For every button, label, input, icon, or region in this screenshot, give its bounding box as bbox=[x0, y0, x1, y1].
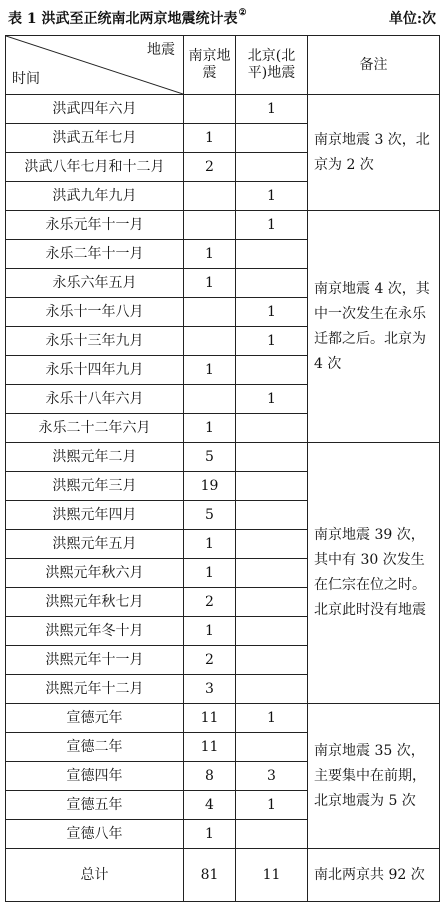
nanjing-count-cell: 2 bbox=[184, 153, 236, 182]
nanjing-count-cell: 8 bbox=[184, 762, 236, 791]
time-cell: 洪熙元年五月 bbox=[6, 530, 184, 559]
nanjing-count-cell: 1 bbox=[184, 530, 236, 559]
beijing-count-cell: 1 bbox=[236, 704, 308, 733]
table-row bbox=[6, 211, 440, 240]
footnote-marker: ② bbox=[238, 8, 247, 18]
nanjing-count-cell bbox=[184, 327, 236, 356]
beijing-count-cell: 1 bbox=[236, 211, 308, 240]
beijing-count-cell bbox=[236, 414, 308, 443]
nanjing-count-cell: 1 bbox=[184, 124, 236, 153]
beijing-count-cell bbox=[236, 733, 308, 762]
beijing-count-cell: 1 bbox=[236, 182, 308, 211]
nanjing-count-cell bbox=[184, 298, 236, 327]
time-cell: 永乐十四年九月 bbox=[6, 356, 184, 385]
time-cell: 永乐二十二年六月 bbox=[6, 414, 184, 443]
time-cell: 洪武九年九月 bbox=[6, 182, 184, 211]
time-cell: 洪熙元年冬十月 bbox=[6, 617, 184, 646]
total-nanjing-cell: 81 bbox=[184, 849, 236, 902]
time-cell: 宣德二年 bbox=[6, 733, 184, 762]
header-note: 备注 bbox=[308, 36, 440, 95]
nanjing-count-cell: 1 bbox=[184, 617, 236, 646]
nanjing-count-cell bbox=[184, 95, 236, 124]
beijing-count-cell bbox=[236, 269, 308, 298]
table-row bbox=[6, 704, 440, 733]
time-cell: 宣德五年 bbox=[6, 791, 184, 820]
beijing-count-cell: 1 bbox=[236, 95, 308, 124]
time-cell: 洪熙元年秋七月 bbox=[6, 588, 184, 617]
header-beijing: 北京(北平)地震 bbox=[236, 36, 308, 95]
header-earthquake: 地震 bbox=[147, 42, 175, 58]
table-caption bbox=[8, 6, 438, 28]
beijing-count-cell bbox=[236, 501, 308, 530]
nanjing-count-cell bbox=[184, 182, 236, 211]
unit-label: 单位:次 bbox=[388, 11, 436, 27]
beijing-count-cell bbox=[236, 356, 308, 385]
beijing-count-cell bbox=[236, 124, 308, 153]
beijing-count-cell: 3 bbox=[236, 762, 308, 791]
nanjing-count-cell: 1 bbox=[184, 414, 236, 443]
beijing-count-cell bbox=[236, 588, 308, 617]
nanjing-count-cell: 11 bbox=[184, 704, 236, 733]
earthquake-table bbox=[5, 35, 440, 902]
nanjing-count-cell: 1 bbox=[184, 820, 236, 849]
nanjing-count-cell: 5 bbox=[184, 443, 236, 472]
note-cell: 南京地震 3 次，北京为 2 次 bbox=[308, 95, 440, 211]
beijing-count-cell bbox=[236, 646, 308, 675]
time-cell: 宣德元年 bbox=[6, 704, 184, 733]
header-row bbox=[6, 36, 440, 95]
nanjing-count-cell bbox=[184, 211, 236, 240]
beijing-count-cell bbox=[236, 443, 308, 472]
beijing-count-cell bbox=[236, 820, 308, 849]
nanjing-count-cell: 1 bbox=[184, 559, 236, 588]
time-cell: 洪武四年六月 bbox=[6, 95, 184, 124]
note-cell: 南京地震 4 次，其中一次发生在永乐迁都之后。北京为 4 次 bbox=[308, 211, 440, 443]
nanjing-count-cell bbox=[184, 385, 236, 414]
beijing-count-cell bbox=[236, 240, 308, 269]
time-cell: 永乐十八年六月 bbox=[6, 385, 184, 414]
time-cell: 洪武八年七月和十二月 bbox=[6, 153, 184, 182]
beijing-count-cell: 1 bbox=[236, 385, 308, 414]
nanjing-count-cell: 1 bbox=[184, 356, 236, 385]
time-cell: 洪武五年七月 bbox=[6, 124, 184, 153]
nanjing-count-cell: 19 bbox=[184, 472, 236, 501]
time-cell: 永乐十一年八月 bbox=[6, 298, 184, 327]
time-cell: 洪熙元年四月 bbox=[6, 501, 184, 530]
total-beijing-cell: 11 bbox=[236, 849, 308, 902]
note-cell: 南京地震 39 次，其中有 30 次发生在仁宗在位之时。北京此时没有地震 bbox=[308, 443, 440, 704]
nanjing-count-cell: 11 bbox=[184, 733, 236, 762]
nanjing-count-cell: 2 bbox=[184, 646, 236, 675]
time-cell: 洪熙元年十一月 bbox=[6, 646, 184, 675]
nanjing-count-cell: 5 bbox=[184, 501, 236, 530]
beijing-count-cell bbox=[236, 153, 308, 182]
beijing-count-cell bbox=[236, 617, 308, 646]
header-nanjing: 南京地震 bbox=[184, 36, 236, 95]
table-row bbox=[6, 95, 440, 124]
note-cell: 南京地震 35 次，主要集中在前期，北京地震为 5 次 bbox=[308, 704, 440, 849]
beijing-count-cell bbox=[236, 559, 308, 588]
time-cell: 宣德八年 bbox=[6, 820, 184, 849]
time-cell: 永乐二年十一月 bbox=[6, 240, 184, 269]
total-note-cell: 南北两京共 92 次 bbox=[308, 849, 440, 902]
time-cell: 洪熙元年十二月 bbox=[6, 675, 184, 704]
table-title: 表 1 洪武至正统南北两京地震统计表② bbox=[8, 8, 247, 27]
time-cell: 宣德四年 bbox=[6, 762, 184, 791]
beijing-count-cell bbox=[236, 472, 308, 501]
nanjing-count-cell: 2 bbox=[184, 588, 236, 617]
nanjing-count-cell: 1 bbox=[184, 240, 236, 269]
nanjing-count-cell: 4 bbox=[184, 791, 236, 820]
time-cell: 洪熙元年二月 bbox=[6, 443, 184, 472]
beijing-count-cell: 1 bbox=[236, 791, 308, 820]
time-cell: 洪熙元年三月 bbox=[6, 472, 184, 501]
beijing-count-cell: 1 bbox=[236, 327, 308, 356]
nanjing-count-cell: 1 bbox=[184, 269, 236, 298]
table-row bbox=[6, 443, 440, 472]
beijing-count-cell bbox=[236, 530, 308, 559]
beijing-count-cell: 1 bbox=[236, 298, 308, 327]
beijing-count-cell bbox=[236, 675, 308, 704]
total-label-cell: 总计 bbox=[6, 849, 184, 902]
time-cell: 永乐六年五月 bbox=[6, 269, 184, 298]
time-cell: 洪熙元年秋六月 bbox=[6, 559, 184, 588]
diagonal-header-cell bbox=[6, 36, 184, 95]
header-time: 时间 bbox=[12, 71, 40, 87]
total-row bbox=[6, 849, 440, 902]
time-cell: 永乐元年十一月 bbox=[6, 211, 184, 240]
time-cell: 永乐十三年九月 bbox=[6, 327, 184, 356]
nanjing-count-cell: 3 bbox=[184, 675, 236, 704]
